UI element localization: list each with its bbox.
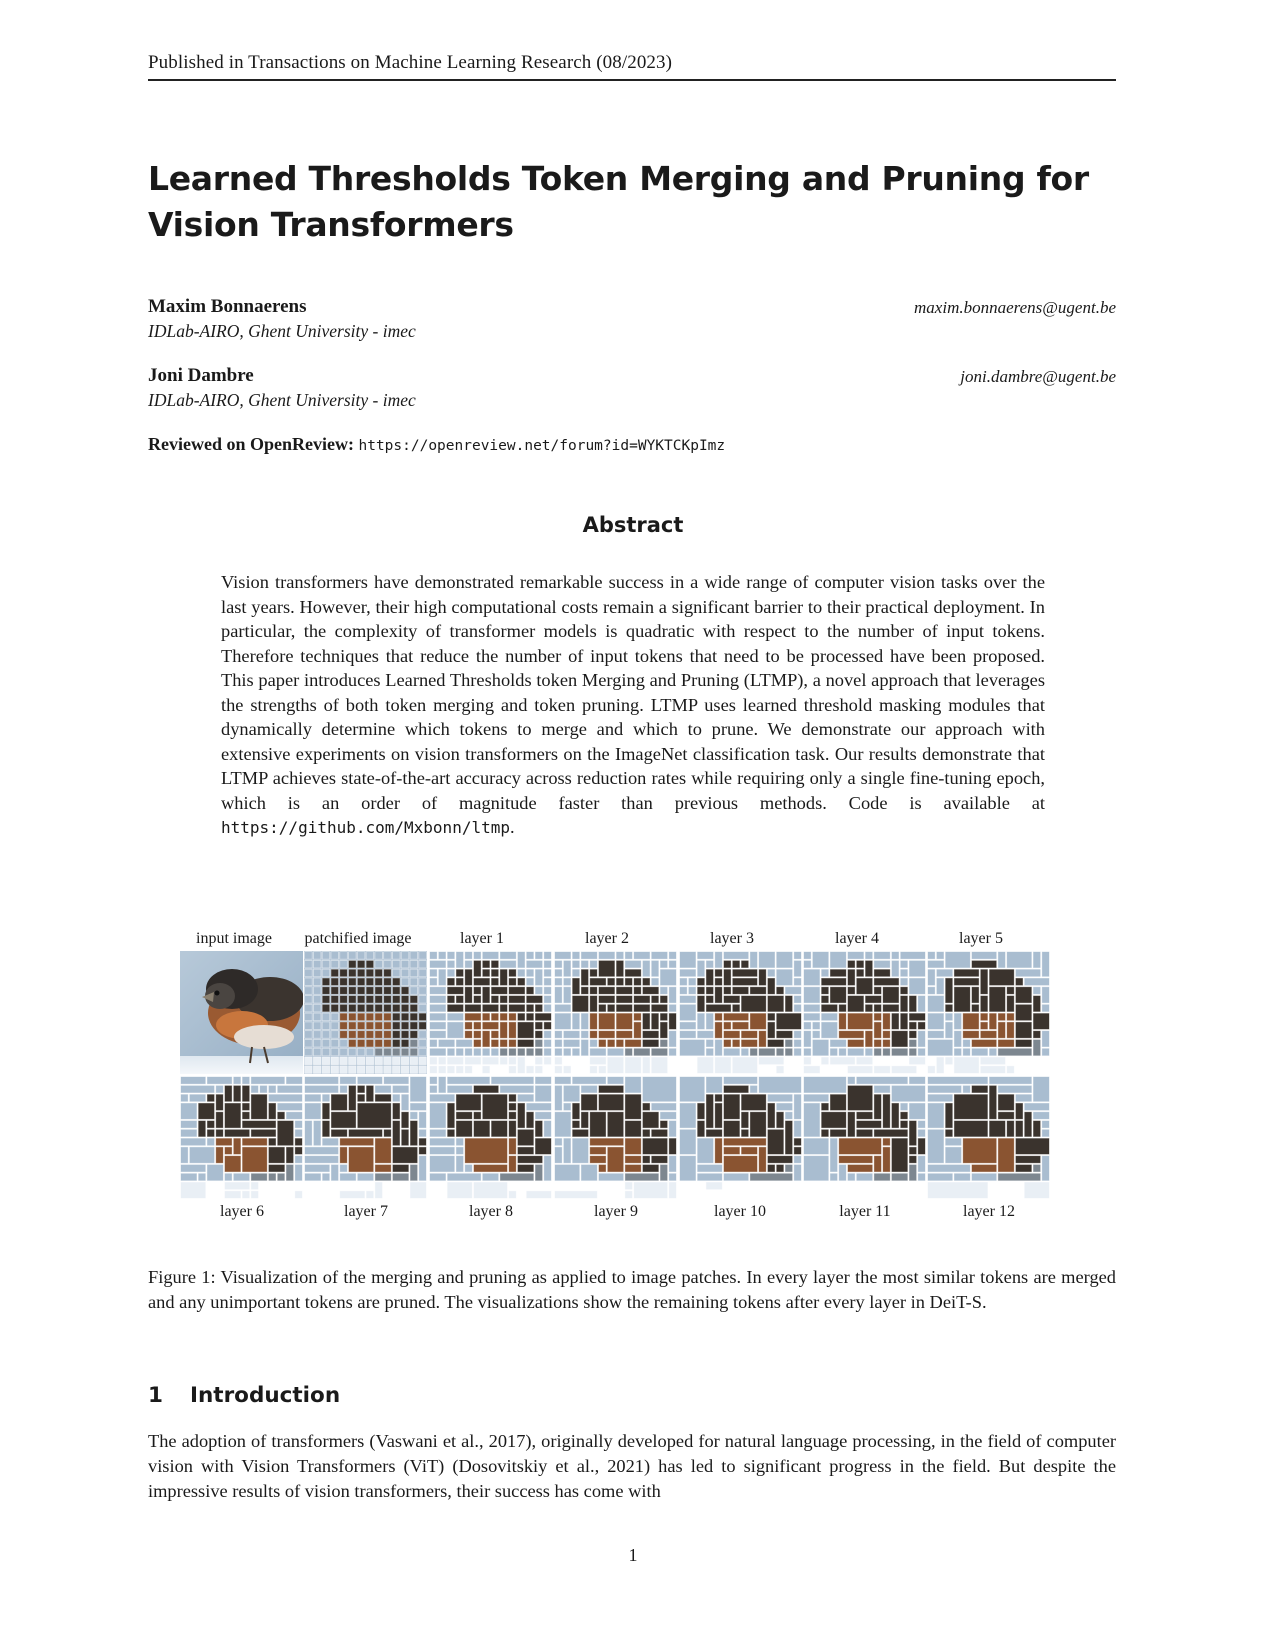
review-label: Reviewed on OpenReview:: [148, 434, 354, 454]
figure-label: layer 2: [585, 930, 629, 947]
author-block: [148, 365, 1116, 411]
input-image-bird: [180, 951, 303, 1074]
abstract-body: [221, 570, 1045, 841]
layer-visualization: [554, 951, 677, 1074]
figure-label: layer 3: [710, 930, 754, 947]
figure-label: layer 9: [594, 1203, 638, 1220]
figure-caption: Figure 1: Visualization of the merging and pruning as applied to image patches. In every layer the most similar tokens are merged and any unimportant tokens are pruned. The visualizations show the remaining tokens after every layer in DeiT-S.: [148, 1267, 1116, 1312]
layer-visualization: [927, 951, 1050, 1074]
layer-visualization: [927, 1076, 1050, 1199]
figure-label: layer 1: [460, 930, 504, 947]
section-heading: [148, 1383, 340, 1408]
page-number: 1: [628, 1545, 638, 1565]
intro-paragraph: The adoption of transformers (Vaswani et al., 2017), originally developed for natural language processing, in the field of computer vision with Vision Transformers (ViT) (Dosovitskiy et al., 2021) has led to significant progress in the field. But despite the impressive results of vision transformers, their success has come with: [148, 1431, 1116, 1501]
figure-label: layer 6: [220, 1203, 264, 1220]
layer-visualization: [304, 1076, 427, 1199]
abstract-text: Vision transformers have demonstrated remarkable success in a wide range of computer vision tasks over the last years. However, their high computational costs remain a significant barrier to their practical deployment. In particular, the complexity of transformer models is quadratic with respect to the number of input tokens. Therefore techniques that reduce the number of input tokens that need to be processed have been proposed. This paper introduces Learned Thresholds token Merging and Pruning (LTMP), a novel approach that leverages the strengths of both token merging and token pruning. LTMP uses learned threshold masking modules that dynamically determine which tokens to merge and which to prune. We demonstrate our approach with extensive experiments on vision transformers on the ImageNet classification task. Our results demonstrate that LTMP achieves state-of-the-art accuracy across reduction rates while requiring only a single fine-tuning epoch, which is an order of magnitude faster than previous methods. Code is available at: [221, 572, 1045, 813]
author-affiliation: IDLab-AIRO, Ghent University - imec: [148, 390, 416, 410]
figure-label: layer 10: [714, 1203, 766, 1220]
layer-visualization: [554, 1076, 677, 1199]
figure-label: layer 11: [839, 1203, 891, 1220]
author-name: Joni Dambre: [148, 365, 254, 386]
layer-visualization: [679, 1076, 802, 1199]
figure-label: patchified image: [304, 930, 412, 947]
author-email[interactable]: maxim.bonnaerens@ugent.be: [914, 298, 1116, 317]
figure-label: layer 12: [963, 1203, 1015, 1220]
section-title: Introduction: [190, 1383, 341, 1408]
section-number: 1: [148, 1383, 163, 1408]
review-link[interactable]: https://openreview.net/forum?id=WYKTCKpImz: [358, 438, 726, 454]
patchified-image: [304, 951, 427, 1074]
paper-title: Learned Thresholds Token Merging and Pruning for Vision Transformers: [148, 159, 1089, 244]
figure-label: layer 8: [469, 1203, 513, 1220]
figure-label: layer 5: [959, 930, 1003, 947]
author-name: Maxim Bonnaerens: [148, 296, 307, 317]
running-header: Published in Transactions on Machine Learning Research (08/2023): [148, 52, 673, 73]
figure-label: layer 4: [835, 930, 879, 947]
author-affiliation: IDLab-AIRO, Ghent University - imec: [148, 321, 416, 341]
figure-1: [180, 930, 1086, 1237]
layer-visualization: [803, 1076, 926, 1199]
abstract-heading: Abstract: [582, 513, 684, 537]
layer-visualization: [803, 951, 926, 1074]
layer-visualization: [429, 1076, 552, 1199]
review-line: [148, 434, 725, 455]
figure-label: input image: [196, 930, 272, 947]
code-link[interactable]: https://github.com/Mxbonn/ltmp: [221, 818, 510, 837]
figure-label: layer 7: [344, 1203, 388, 1220]
layer-visualization: [429, 951, 552, 1074]
layer-visualization: [679, 951, 802, 1074]
author-block: [148, 296, 1116, 342]
author-email[interactable]: joni.dambre@ugent.be: [960, 367, 1116, 386]
header-rule: [148, 79, 1116, 81]
abstract-end: .: [509, 817, 515, 837]
layer-visualization: [180, 1076, 303, 1199]
